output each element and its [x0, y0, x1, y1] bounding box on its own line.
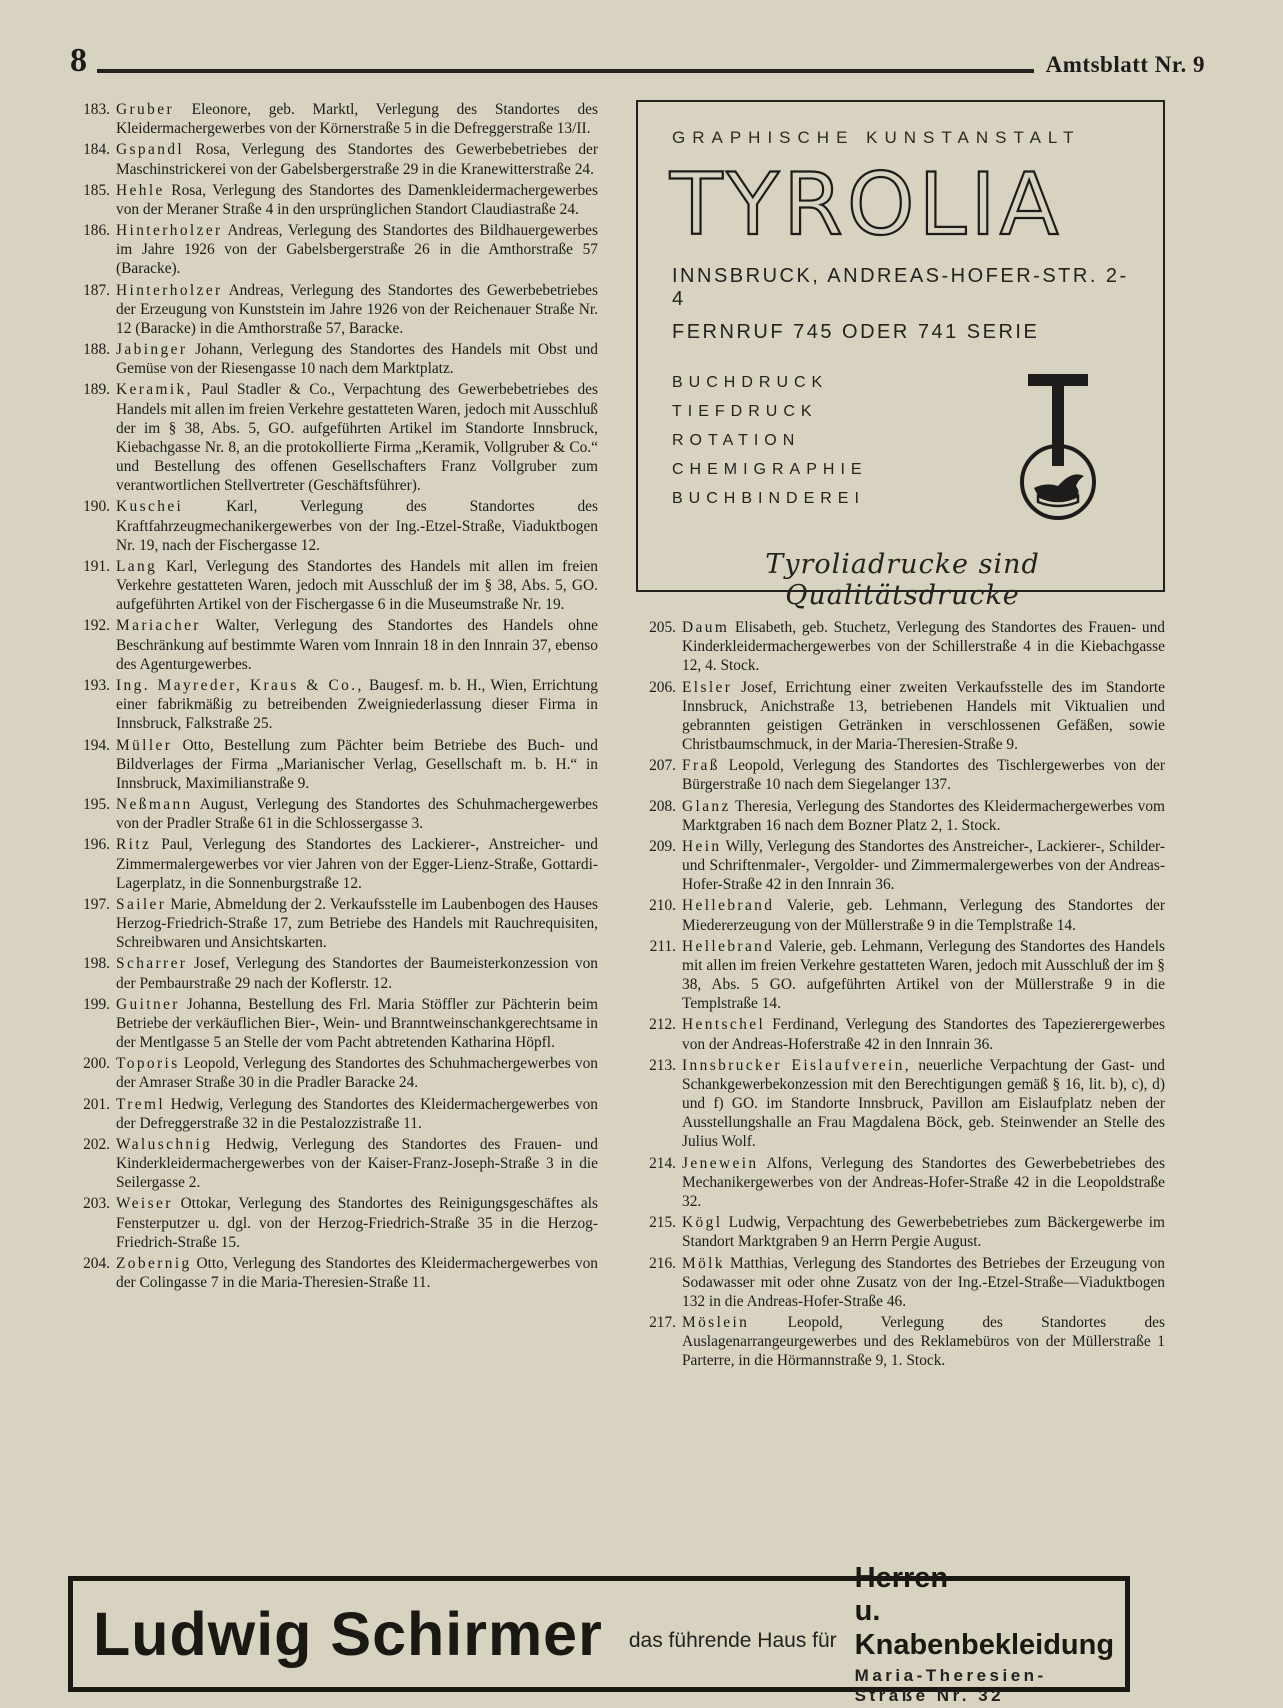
tyrolia-service-item: ROTATION [672, 432, 801, 449]
gazette-entry [70, 340, 598, 378]
entry-name: Jabinger [116, 341, 188, 359]
entry-number: 203. [83, 1195, 110, 1213]
entry-name: Zobernig [116, 1254, 192, 1272]
entry-text: Baugesf. m. b. H., Wien, Errichtung einer fabrikmäßig zu betreibenden Zweigniederlassung dieser Firma in Innsbruck, Falkstraße 25. [116, 676, 598, 733]
tyrolia-services-row [672, 370, 1133, 535]
entry-text: Ludwig, Verpachtung des Gewerbebetriebes zum Bäckergewerbe im Standort Marktgraben 9 an Herrn Pergie August. [682, 1214, 1165, 1251]
entry-text: Theresia, Verlegung des Standortes des Kleidermachergewerbes vom Marktgraben 16 nach dem Bozner Platz 2, 1. Stock. [682, 797, 1165, 834]
entry-text: Rosa, Verlegung des Standortes des Gewerbebetriebes der Maschinstrickerei von der Gabelsbergerstraße 29 in die Kranewitterstraße 24. [116, 141, 598, 178]
entry-number: 190. [83, 498, 110, 516]
entry-name: Ing. Mayreder, Kraus & Co., [116, 676, 364, 694]
gazette-entry [636, 1213, 1165, 1251]
entry-name: Kögl [682, 1214, 723, 1232]
schirmer-line2: u. Knabenbekleidung [854, 1595, 1115, 1661]
entry-name: Hein [682, 837, 722, 855]
entry-name: Neßmann [116, 796, 193, 814]
tyrolia-header-line: GRAPHISCHE KUNSTANSTALT [672, 128, 1081, 147]
tyrolia-services-list [672, 370, 983, 535]
entry-name: Mölk [682, 1254, 725, 1272]
entry-text: Josef, Verlegung des Standortes der Baumeisterkonzession von der Pembaurstraße 29 nach der Koflerstr. 12. [116, 955, 598, 992]
right-column [636, 100, 1165, 1373]
entry-number: 208. [649, 797, 676, 815]
gazette-entry [70, 221, 598, 279]
gazette-entry [636, 756, 1165, 794]
gazette-entry [636, 896, 1165, 934]
entry-number: 184. [83, 141, 110, 159]
gazette-entry [70, 895, 598, 953]
entry-number: 186. [83, 222, 110, 240]
gazette-entry [70, 1254, 598, 1292]
entry-name: Müller [116, 736, 173, 754]
entry-name: Keramik, [116, 381, 193, 399]
schirmer-right-block [855, 1562, 1120, 1706]
gazette-entry [70, 676, 598, 734]
entry-number: 205. [649, 619, 676, 636]
entry-number: 193. [83, 676, 110, 694]
entry-text: Valerie, geb. Lehmann, Verlegung des Standortes des Handels mit allen im freien Verkehre gestatteten Waren, jedoch mit Ausschluß der im § 38, Abs. 5 GO. aufgeführten Artikel von der Müllerstraße 9 in die Templstraße 14. [682, 937, 1165, 1013]
entry-text: Willy, Verlegung des Standortes des Anstreicher-, Lackierer-, Schilder- und Schriftenmaler-, Vergolder- und Zimmermalergewerbes von der Andreas-Hofer-Straße 42 in den Innrain 36. [682, 837, 1165, 894]
entry-name: Lang [116, 557, 158, 575]
entry-name: Guitner [116, 995, 180, 1013]
entry-number: 191. [83, 557, 110, 575]
tyrolia-eagle-emblem-icon [983, 370, 1133, 535]
entry-number: 215. [649, 1214, 676, 1232]
gazette-entry [636, 618, 1165, 676]
gazette-entry [636, 1254, 1165, 1312]
entry-text: Hedwig, Verlegung des Standortes des Frauen- und Kinderkleidermachergewerbes von der Kaiser-Franz-Joseph-Straße 3 in die Seilergasse 2. [116, 1135, 598, 1192]
gazette-entry [70, 140, 598, 178]
entry-name: Scharrer [116, 955, 188, 973]
entry-text: Paul, Verlegung des Standortes des Lackierer-, Anstreicher- und Zimmermalergewerbes vor vier Jahren von der Egger-Lienz-Straße, Gottardi-Lagerplatz, in die Sonnenburgstraße 12. [116, 836, 598, 892]
entry-text: Ottokar, Verlegung des Standortes des Reinigungsgeschäftes als Fensterputzer u. dgl. von der Herzog-Friedrich-Straße 35 in die Herzog-Friedrich-Straße 15. [116, 1195, 598, 1251]
gazette-entry [70, 954, 598, 992]
entry-text: Andreas, Verlegung des Standortes des Gewerbebetriebes der Erzeugung von Kunststein im Jahre 1926 von der Reichenauer Straße Nr. 12 (Baracke) in die Amthorstraße 57, Baracke. [116, 281, 598, 337]
tyrolia-phone: FERNRUF 745 ODER 741 SERIE [672, 321, 1040, 343]
entry-number: 201. [83, 1095, 110, 1113]
entry-name: Jenewein [682, 1154, 759, 1172]
gazette-entry [70, 1054, 598, 1092]
gazette-entry [70, 795, 598, 833]
tyrolia-brand-text: TYROLIA [670, 158, 1063, 254]
entry-number: 204. [83, 1254, 110, 1272]
entry-text: Rosa, Verlegung des Standortes des Damenkleidermachergewerbes von der Meraner Straße 4 in den ursprünglichen Standort Claudiastraße 24. [116, 181, 598, 218]
tyrolia-service-item: CHEMIGRAPHIE [672, 461, 868, 478]
entry-name: Hellebrand [682, 897, 775, 915]
gazette-entry [70, 497, 598, 555]
tyrolia-logotype [668, 158, 1133, 259]
entry-number: 217. [649, 1314, 676, 1332]
schirmer-name: Ludwig Schirmer [93, 1600, 603, 1668]
entry-number: 194. [83, 736, 110, 754]
tyrolia-service-item: BUCHDRUCK [672, 374, 829, 391]
entry-text: Leopold, Verlegung des Standortes des Tischlergewerbes von der Bürgerstraße 10 nach dem Siegelanger 137. [682, 757, 1165, 794]
tyrolia-service-item: BUCHBINDEREI [672, 490, 865, 507]
entry-text: Otto, Bestellung zum Pächter beim Betriebe des Buch- und Bildverlages der Firma „Marianischer Verlag, Gesellschaft m. b. H.“ in Innsbruck, Maximilianstraße 9. [116, 736, 598, 792]
entry-name: Hehle [116, 181, 165, 199]
gazette-entry [636, 1015, 1165, 1053]
entry-text: Otto, Verlegung des Standortes des Kleidermachergewerbes von der Colingasse 7 in die Maria-Theresien-Straße 11. [116, 1254, 598, 1292]
entry-name: Mariacher [116, 617, 201, 635]
entry-number: 214. [649, 1154, 676, 1172]
entry-text: Elisabeth, geb. Stuchetz, Verlegung des Standortes des Frauen- und Kinderkleidermachergewerbes von der Schillerstraße 4 in die Kiebachgasse 12, 4. Stock. [682, 619, 1165, 675]
entry-text: Johanna, Bestellung des Frl. Maria Stöffler zur Pächterin beim Betriebe der verkäuflichen Bier-, Wein- und Branntweinschankgerechtsame in der Mentlgasse 5 an Stelle der vom Pacht abtretenden Katharina Höpfl. [116, 995, 598, 1052]
tyrolia-tagline: Tyroliadrucke sind Qualitätsdrucke [765, 549, 1040, 611]
schirmer-advertisement [68, 1561, 1130, 1706]
left-column [70, 100, 598, 1373]
entry-number: 202. [83, 1135, 110, 1153]
tyrolia-advertisement [636, 100, 1165, 611]
entry-name: Gspandl [116, 141, 185, 159]
entry-name: Hinterholzer [116, 281, 223, 299]
entry-name: Gruber [116, 101, 174, 118]
entry-number: 216. [649, 1254, 676, 1272]
entry-name: Glanz [682, 797, 731, 815]
entry-number: 185. [83, 181, 110, 199]
header-rule [97, 69, 1034, 73]
gazette-entry [70, 1194, 598, 1252]
entry-text: August, Verlegung des Standortes des Schuhmachergewerbes von der Pradler Straße 61 in die Schlossergasse 3. [116, 796, 598, 833]
entry-number: 200. [83, 1055, 110, 1073]
gazette-entry [636, 837, 1165, 895]
entry-name: Hellebrand [682, 937, 775, 955]
entry-text: neuerliche Verpachtung der Gast- und Schankgewerbekonzession mit den Berechtigungen gemäß § 16, lit. b), c), d) und f) GO. im Standorte Innsbruck, Pavillon am Eislaufplatz neben der Ausstellungshalle an Frau Magdalena Böck, geb. Steinwender an Stelle des Julius Wolf. [682, 1056, 1165, 1151]
entry-text: Karl, Verlegung des Standortes des Handels mit allen im freien Verkehre gestatteten Waren, jedoch mit Ausschluß der im § 38, Abs. 5, GO. aufgeführten Artikel von der Fischergasse 6 in die Museumstraße Nr. 19. [116, 557, 598, 614]
entry-number: 187. [83, 281, 110, 299]
gazette-entry [636, 1313, 1165, 1371]
schirmer-middle-text: das führende Haus für [628, 1629, 837, 1652]
entry-text: Marie, Abmeldung der 2. Verkaufsstelle im Laubenbogen des Hauses Herzog-Friedrich-Straße 17, zum Betriebe des Handels mit Rauchrequisiten, Schreibwaren und Ansichtskarten. [116, 895, 598, 952]
entry-number: 213. [649, 1056, 676, 1074]
entry-number: 210. [649, 897, 676, 915]
entry-text: Paul Stadler & Co., Verpachtung des Gewerbebetriebes des Handels mit allen im freien Verkehre gestatteten Waren, jedoch mit Ausschluß der im § 38, Abs. 5, GO. aufgeführten Artikel im Standorte Innsbruck, Kiebachgasse Nr. 8, an die protokollierte Firma „Keramik, Vollgruber & Co.“ und Bestellung des offenen Gesellschafters Franz Vollgruber zum verantwortlichen Stellvertreter (Geschäftsführer). [116, 381, 598, 495]
entry-number: 212. [649, 1016, 676, 1034]
tyrolia-wordmark [668, 158, 1133, 254]
entry-text: Eleonore, geb. Marktl, Verlegung des Standortes des Kleidermachergewerbes von der Körnerstraße 5 in die Defreggerstraße 13/II. [116, 101, 598, 138]
gazette-entry [70, 995, 598, 1053]
entry-text: Walter, Verlegung des Standortes des Handels ohne Beschränkung auf bestimmte Waren vom Innrain 18 in den Innrain 37, ebenso des Agenturgewerbes. [116, 617, 598, 673]
schirmer-line3: Maria-Theresien-Straße Nr. 32 [854, 1666, 1047, 1706]
gazette-entry [70, 181, 598, 219]
schirmer-line1: Herren- [854, 1561, 958, 1594]
entry-name: Treml [116, 1095, 166, 1113]
gazette-entry [70, 557, 598, 615]
gazette-entry [70, 281, 598, 339]
entry-text: Valerie, geb. Lehmann, Verlegung des Standortes der Miedererzeugung von der Müllerstraße 9 in die Templstraße 14. [682, 897, 1165, 934]
entry-text: Alfons, Verlegung des Standortes des Gewerbebetriebes des Mechanikergewerbes von der Andreas-Hofer-Straße 42 in die Leopoldstraße 32. [682, 1154, 1165, 1210]
entry-text: Hedwig, Verlegung des Standortes des Kleidermachergewerbes von der Defreggerstraße 32 in die Pestalozzistraße 11. [116, 1095, 598, 1132]
gazette-entry [70, 616, 598, 674]
entry-number: 196. [83, 836, 110, 854]
entry-text: Andreas, Verlegung des Standortes des Bildhauergewerbes im Jahre 1926 von der Gabelsbergerstraße 26 in die Amthorstraße 57 (Baracke). [116, 222, 598, 278]
gazette-entry [70, 1095, 598, 1133]
entry-text: Karl, Verlegung des Standortes des Kraftfahrzeugmechanikergewerbes von der Ing.-Etzel-Straße, Viaduktbogen Nr. 19, nach der Fischergasse 12. [116, 498, 598, 554]
entry-number: 195. [83, 796, 110, 814]
gazette-entry [70, 736, 598, 794]
entry-name: Ritz [116, 836, 152, 854]
gazette-entry [70, 1135, 598, 1193]
tyrolia-address: INNSBRUCK, ANDREAS-HOFER-STR. 2-4 [672, 265, 1129, 310]
entry-name: Waluschnig [116, 1135, 213, 1153]
entry-number: 198. [83, 955, 110, 973]
page-number: 8 [70, 42, 87, 79]
entry-text: Leopold, Verlegung des Standortes des Schuhmachergewerbes von der Amraser Straße 30 in die Pradler Baracke 24. [116, 1055, 598, 1092]
gazette-entry [636, 797, 1165, 835]
entry-name: Hentschel [682, 1016, 766, 1034]
entry-number: 189. [83, 381, 110, 399]
page-header [0, 0, 1283, 78]
gazette-entry [636, 1056, 1165, 1152]
entry-number: 209. [649, 837, 676, 855]
entry-text: Johann, Verlegung des Standortes des Handels mit Obst und Gemüse von der Riesengasse 10 nach dem Marktplatz. [116, 341, 598, 378]
entry-number: 192. [83, 617, 110, 635]
entry-name: Kuschei [116, 498, 184, 516]
gazette-entry [636, 1154, 1165, 1212]
gazette-entry [636, 937, 1165, 1014]
entry-name: Hinterholzer [116, 222, 223, 240]
masthead-title: Amtsblatt Nr. 9 [1045, 52, 1205, 77]
entry-number: 211. [649, 937, 676, 955]
tyrolia-service-item: TIEFDRUCK [672, 403, 818, 420]
entry-number: 197. [83, 895, 110, 913]
entry-text: Leopold, Verlegung des Standortes des Auslagenarrangeurgewerbes und des Reklamebüros von der Müllerstraße 1 Parterre, in die Hörmannstraße 9, 1. Stock. [682, 1314, 1165, 1370]
entry-name: Weiser [116, 1195, 173, 1213]
content-columns [0, 78, 1283, 1373]
entry-text: Josef, Errichtung einer zweiten Verkaufsstelle des im Standorte Innsbruck, Anichstraße 13, betriebenen Handels mit Viktualien und gebrannten geistigen Getränken in verschlossenen Gefäßen, sowie Christbaumschmuck, in der Maria-Theresien-Straße 9. [682, 678, 1165, 754]
gazette-entry [70, 100, 598, 138]
entry-name: Daum [682, 619, 730, 636]
entry-text: Ferdinand, Verlegung des Standortes des Tapezierergewerbes von der Andreas-Hoferstraße 42 in den Innrain 36. [682, 1016, 1165, 1053]
entry-number: 206. [649, 678, 676, 696]
entry-number: 207. [649, 757, 676, 775]
gazette-entry [70, 835, 598, 893]
entry-name: Sailer [116, 895, 167, 913]
entry-name: Elsler [682, 678, 733, 696]
entry-name: Innsbrucker Eislaufverein, [682, 1056, 912, 1074]
gazette-entry [70, 380, 598, 495]
entry-number: 183. [83, 101, 110, 118]
entry-number: 188. [83, 341, 110, 359]
entry-name: Möslein [682, 1314, 750, 1332]
right-column-entries [636, 618, 1165, 1371]
entry-name: Fraß [682, 757, 720, 775]
entry-number: 199. [83, 995, 110, 1013]
entry-name: Toporis [116, 1055, 180, 1073]
entry-text: Matthias, Verlegung des Standortes des Betriebes der Erzeugung von Sodawasser mit oder ohne Zusatz von der Ing.-Etzel-Straße—Viaduktbogen 132 in die Andreas-Hofer-Straße 46. [682, 1254, 1165, 1310]
gazette-entry [636, 678, 1165, 755]
